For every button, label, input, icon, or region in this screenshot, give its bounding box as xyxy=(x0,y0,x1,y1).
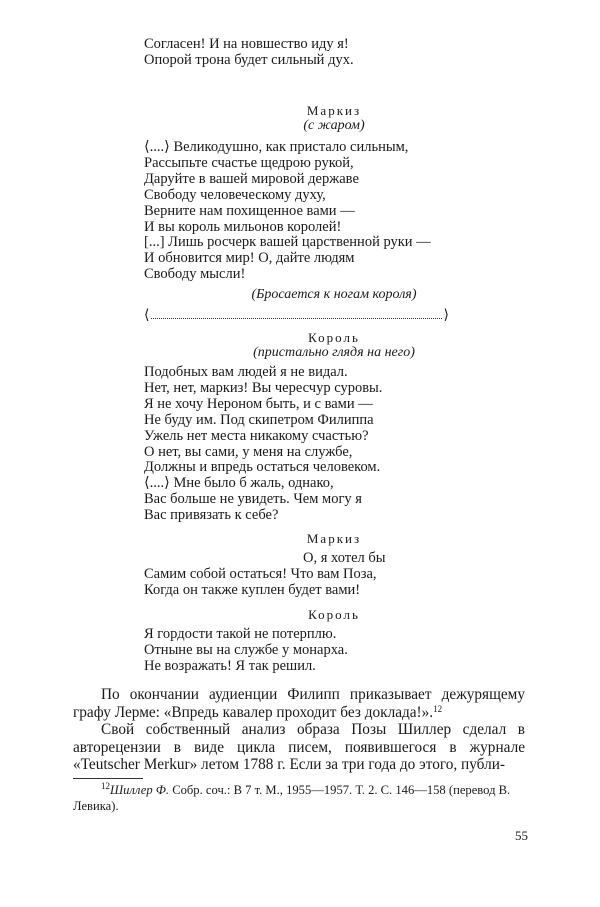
footnote-text: Собр. соч.: В 7 т. М., 1955—1957. Т. 2. С. 146—158 (перевод В. Левика). xyxy=(73,783,511,813)
verse-line: Не возражать! Я так решил. xyxy=(144,657,316,674)
verse-line: Отныне вы на службе у монарха. xyxy=(144,641,348,658)
omission-open: ⟨ xyxy=(144,308,150,323)
stage-direction: (пристально глядя на него) xyxy=(253,345,415,360)
body-text xyxy=(73,686,525,774)
verse-line: ⟨....⟩ Мне было б жаль, однако, xyxy=(144,475,334,492)
speaker-name: Король xyxy=(308,607,360,622)
paragraph: Свой собственный анализ образа Позы Шиллер сделал в авторецензии в виде цикла писем, появившегося в журнале «Teutscher Merkur» летом 1788 г. Если за три года до этого, публи- xyxy=(73,721,525,773)
footnote-ref[interactable]: 12 xyxy=(433,703,443,714)
footnote-author: Шиллер Ф. xyxy=(110,783,170,797)
footnote-number: 12 xyxy=(101,781,110,791)
verse-line: Свободу человеческому духу, xyxy=(144,186,326,203)
verse-line: ⟨....⟩ Великодушно, как пристало сильным, xyxy=(144,139,409,155)
verse-line: Согласен! И на новшество иду я! xyxy=(144,36,349,52)
omission-line xyxy=(144,307,449,324)
verse-line: Нет, нет, маркиз! Вы чересчур суровы. xyxy=(144,379,383,396)
verse-line: Не буду им. Под скипетром Филиппа xyxy=(144,411,374,428)
speaker-name: Маркиз xyxy=(306,103,362,118)
verse-line: [...] Лишь росчерк вашей царственной руки — xyxy=(144,234,431,251)
verse-line: Опорой трона будет сильный дух. xyxy=(144,51,354,68)
dotted-line xyxy=(151,318,441,319)
verse-block-3 xyxy=(144,365,382,524)
speaker-name: Маркиз xyxy=(306,531,362,546)
verse-line: Я гордости такой не потерплю. xyxy=(144,626,337,642)
verse-line: Подобных вам людей я не видал. xyxy=(144,364,348,380)
footnote xyxy=(73,782,525,814)
verse-line: Свободу мысли! xyxy=(144,266,246,283)
verse-line: И вы король мильонов королей! xyxy=(144,218,342,235)
verse-line: Самим собой остаться! Что вам Поза, xyxy=(144,565,377,582)
verse-line: Даруйте в вашей мировой державе xyxy=(144,170,359,187)
verse-line: Вас больше не увидеть. Чем могу я xyxy=(144,491,362,508)
verse-block-4 xyxy=(144,551,386,599)
verse-line: Рассыпьте счастье щедрою рукой, xyxy=(144,154,354,171)
verse-line: Вас привязать к себе? xyxy=(144,507,279,524)
speaker-name: Король xyxy=(308,330,360,345)
stage-direction: (с жаром) xyxy=(303,118,365,133)
page-number: 55 xyxy=(515,828,528,843)
omission-close: ⟩ xyxy=(443,308,449,323)
verse-line: О, я хотел бы xyxy=(303,550,386,566)
verse-line: Должны и впредь остаться человеком. xyxy=(144,459,381,476)
verse-line: Когда он также куплен будет вами! xyxy=(144,581,361,598)
verse-block-2 xyxy=(144,140,431,283)
verse-block-1 xyxy=(144,37,354,69)
verse-line: И обновится мир! О, дайте людям xyxy=(144,250,355,267)
paragraph xyxy=(73,686,525,721)
paragraph-text: По окончании аудиенции Филипп приказывает дежурящему графу Лерме: «Впредь кавалер проходит без доклада!». xyxy=(73,686,525,721)
verse-line: О нет, вы сами, у меня на службе, xyxy=(144,443,353,460)
verse-line: Верните нам похищенное вами — xyxy=(144,202,355,219)
verse-line: Ужель нет места никакому счастью? xyxy=(144,427,369,444)
verse-block-5 xyxy=(144,627,348,675)
stage-direction: (Бросается к ногам короля) xyxy=(251,287,417,302)
verse-line: Я не хочу Нероном быть, и с вами — xyxy=(144,395,373,412)
footnote-separator xyxy=(73,778,143,779)
